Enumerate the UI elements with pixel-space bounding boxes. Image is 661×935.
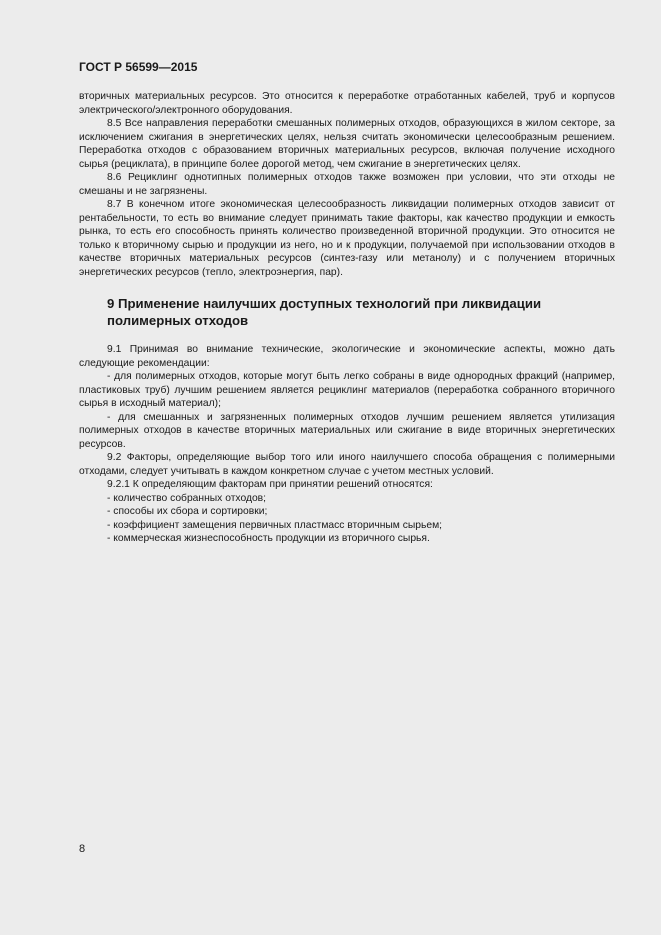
recommendation-item: - для смешанных и загрязненных полимерных отходов лучшим решением является утилизация полимерных отходов в качестве вторичных материальных или сжигание в виде вторичных энергетических ресурсов. (79, 411, 615, 450)
section-9-title: 9 Применение наилучших доступных технологий при ликвидации полимерных отходов (107, 296, 542, 328)
factor-item: - количество собранных отходов; (107, 492, 267, 504)
paragraph-9-1: 9.1 Принимая во внимание технические, экологические и экономические аспекты, можно дать следующие рекомендации: (79, 344, 615, 369)
recommendation-item: - для полимерных отходов, которые могут быть легко собраны в виде однородных фракций (например, пластиковых труб) лучшим решением является рециклинг материалов (переработка собранного вторичного сырья в исходный материал); (79, 371, 615, 409)
paragraph-8-7: 8.7 В конечном итоге экономическая целесообразность ликвидации полимерных отходов зависит от рентабельности, то есть во внимание следует принимать такие факторы, как качество продукции и емкость рынка, то есть его способность принять количество произведенной вторичной продукции. Это относится не только к вторичному сырью и продукции из него, но и к продукции, получаемой при использовании отходов в качестве вторичных материальных ресурсов (синтез-газу или метанолу) и с получением вторичных энергетических ресурсов (тепло, электроэнергия, пар). (79, 199, 615, 278)
paragraph-continuation: вторичных материальных ресурсов. Это относится к переработке отработанных кабелей, труб и корпусов электрического/электронного оборудования. (79, 91, 615, 116)
document-body (79, 90, 615, 546)
factors-list (79, 492, 615, 546)
paragraph-8-6: 8.6 Рециклинг однотипных полимерных отходов также возможен при условии, что эти отходы не смешаны и не загрязнены. (79, 172, 615, 197)
factor-item: - коэффициент замещения первичных пластмасс вторичным сырьем; (107, 519, 443, 531)
document-header: ГОСТ Р 56599—2015 (79, 60, 198, 74)
page-number: 8 (79, 843, 86, 855)
factor-item: - способы их сбора и сортировки; (107, 506, 268, 517)
paragraph-9-2: 9.2 Факторы, определяющие выбор того или иного наилучшего способа обращения с полимерными отходами, следует учитывать в каждом конкретном случае с учетом местных условий. (79, 452, 615, 477)
factor-item: - коммерческая жизнеспособность продукции из вторичного сырья. (107, 533, 430, 544)
paragraph-9-2-1: 9.2.1 К определяющим факторам при принятии решений относятся: (107, 479, 433, 490)
paragraph-8-5: 8.5 Все направления переработки смешанных полимерных отходов, образующихся в жилом секторе, за исключением сжигания в энергетических целях, нельзя считать экономически целесообразным решением. Переработка отходов с образованием вторичных материальных ресурсов, включая получение исходного сырья (рециклата), в принципе более дорогой метод, чем сжигание в энергетических целях. (79, 118, 615, 170)
